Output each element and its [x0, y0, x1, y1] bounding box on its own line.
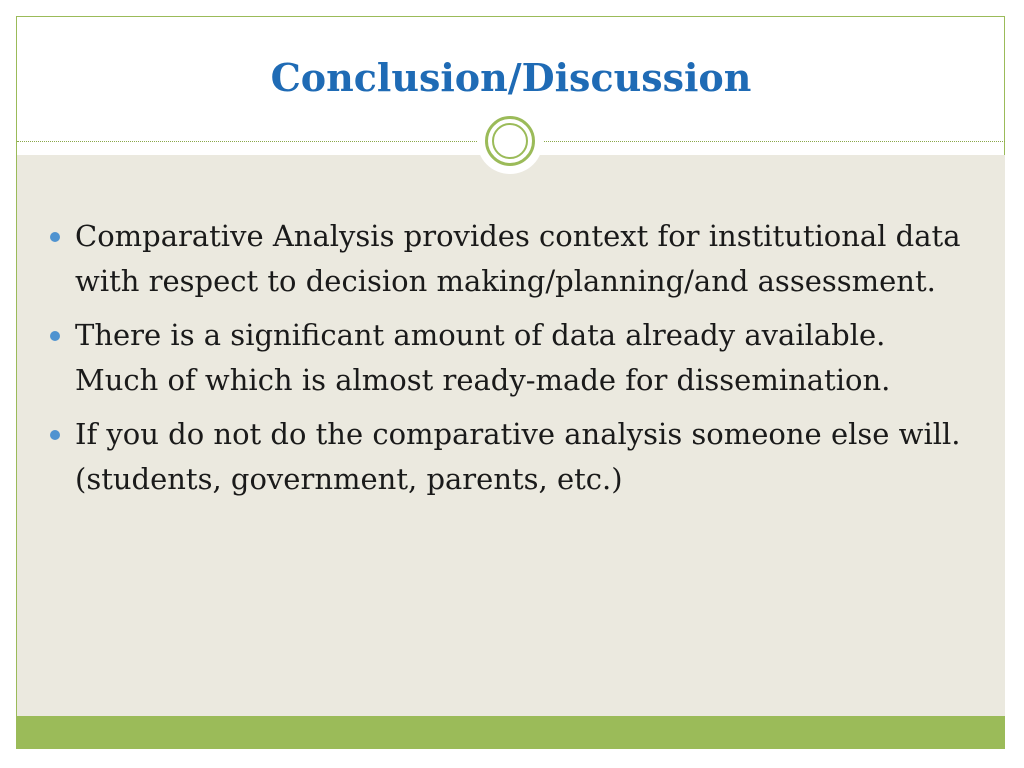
bullet-list — [48, 214, 968, 511]
bullet-item — [48, 412, 968, 502]
circle-ornament-inner-icon — [492, 123, 528, 159]
bullet-item — [48, 313, 968, 403]
footer-bar — [17, 716, 1005, 749]
bullet-icon — [50, 232, 60, 242]
bullet-text: There is a significant amount of data already available. Much of which is almost ready-made for dissemination. — [75, 318, 891, 397]
bullet-item — [48, 214, 968, 304]
bullet-icon — [50, 331, 60, 341]
bullet-text: Comparative Analysis provides context for institutional data with respect to decision making/planning/and assessment. — [75, 219, 961, 298]
bullet-icon — [50, 430, 60, 440]
slide-title: Conclusion/Discussion — [270, 55, 752, 100]
bullet-text: If you do not do the comparative analysis someone else will. (students, government, parents, etc.) — [75, 417, 961, 496]
